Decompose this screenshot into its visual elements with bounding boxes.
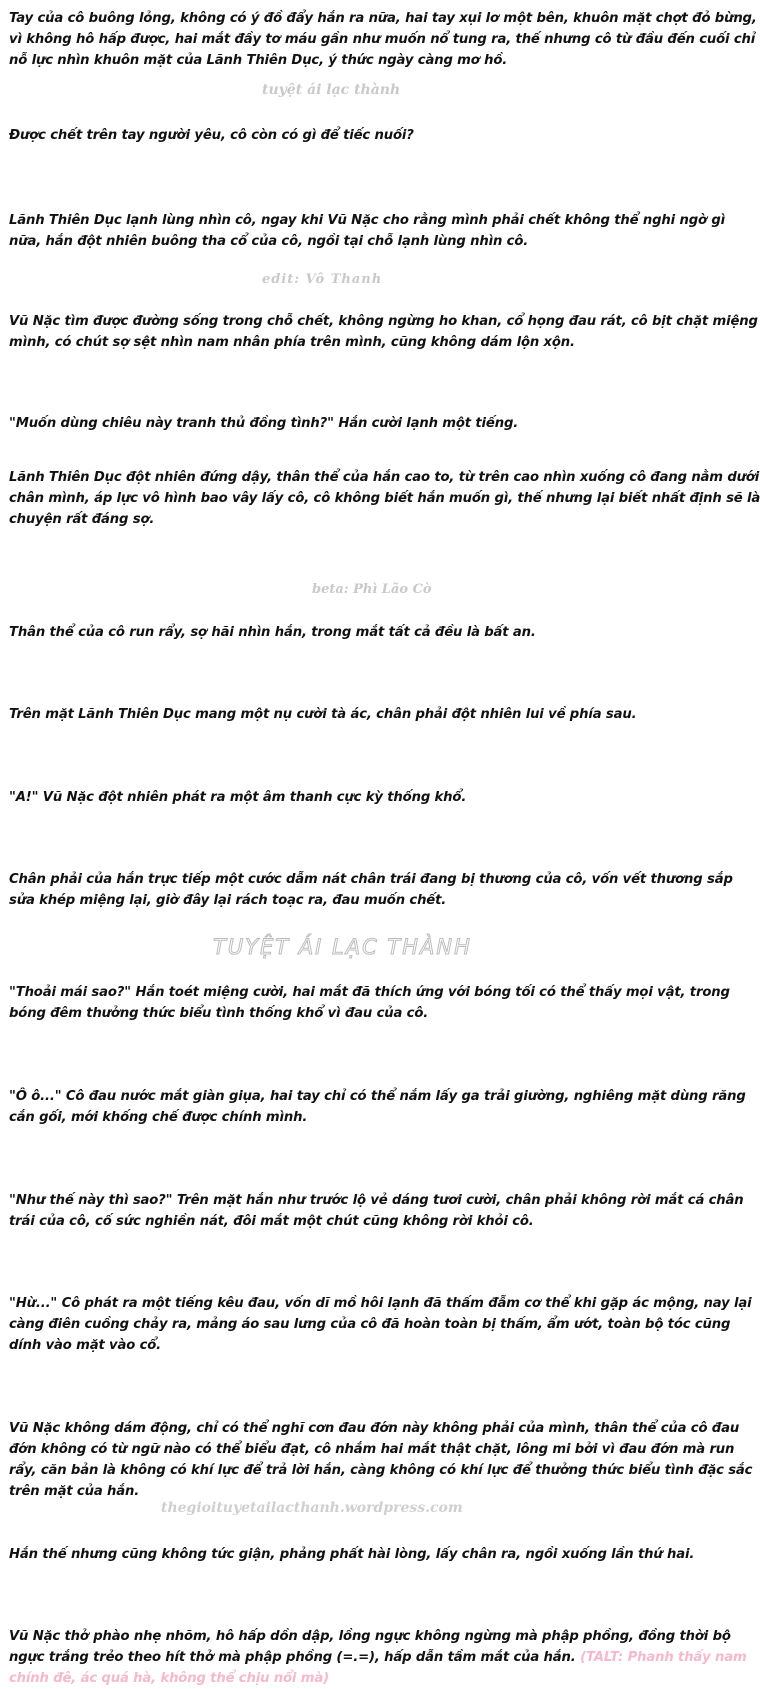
paragraph-7: Thân thể của cô run rẩy, sợ hãi nhìn hắn, trong mắt tất cả đều là bất an. <box>9 625 536 640</box>
watermark-title-outline: TUYỆT ÁI LẠC THÀNH <box>213 935 472 959</box>
paragraph-17-text: Vũ Nặc thở phào nhẹ nhõm, hô hấp dồn dập, lồng ngực không ngừng mà phập phồng, đồng thời bộ ngực trắng trẻo theo hít thở mà phập phồng (=.=), hấp dẫn tầm mắt của hắn. <box>9 1629 731 1665</box>
paragraph-6: Lãnh Thiên Dục đột nhiên đứng dậy, thân thể của hắn cao to, từ trên cao nhìn xuống cô đang nằm dưới chân mình, áp lực vô hình bao vây lấy cô, cô không biết hắn muốn gì, thế nhưng lại biết nhất định sẽ là chuyện rất đáng sợ. <box>9 470 761 527</box>
watermark-editor: edit: Vô Thanh <box>262 272 383 287</box>
paragraph-9: "A!" Vũ Nặc đột nhiên phát ra một âm thanh cực kỳ thống khổ. <box>9 790 467 805</box>
paragraph-13: "Như thế này thì sao?" Trên mặt hắn như trước lộ vẻ dáng tươi cười, chân phải không rời mắt cá chân trái của cô, cố sức nghiền nát, đôi mắt một chút cũng không rời khỏi cô. <box>9 1193 744 1229</box>
paragraph-8: Trên mặt Lãnh Thiên Dục mang một nụ cười tà ác, chân phải đột nhiên lui về phía sau. <box>9 707 637 722</box>
paragraph-5: "Muốn dùng chiêu này tranh thủ đồng tình?" Hắn cười lạnh một tiếng. <box>9 416 519 431</box>
paragraph-2: Được chết trên tay người yêu, cô còn có gì để tiếc nuối? <box>9 128 414 143</box>
paragraph-16: Hắn thế nhưng cũng không tức giận, phảng phất hài lòng, lấy chân ra, ngồi xuống lần thứ hai. <box>9 1547 695 1562</box>
paragraph-15: Vũ Nặc không dám động, chỉ có thể nghĩ cơn đau đớn này không phải của mình, thân thể của cô đau đớn không có từ ngữ nào có thể biểu đạt, cô nhắm hai mắt thật chặt, lông mi bởi vì đau đớn mà run rẩy, căn bản là không có khí lực để trả lời hắn, càng không có khí lực để thưởng thức biểu tình đặc sắc trên mặt của hắn. <box>9 1421 753 1499</box>
paragraph-1: Tay của cô buông lỏng, không có ý đồ đẩy hắn ra nữa, hai tay xụi lơ một bên, khuôn mặt chợt đỏ bừng, vì không hô hấp được, hai mắt đầy tơ máu gần như muốn nổ tung ra, thế nhưng cô từ đầu đến cuối chỉ nỗ lực nhìn khuôn mặt của Lãnh Thiên Dục, ý thức ngày càng mơ hồ. <box>9 11 757 68</box>
watermark-beta: beta: Phì Lão Cò <box>312 582 432 597</box>
translator-note: (TALT: Phanh thấy nam chính đê, ác quá hà, không thể chịu nổi mà) <box>9 1650 747 1686</box>
paragraph-12: "Ô ô..." Cô đau nước mắt giàn giụa, hai tay chỉ có thể nắm lấy ga trải giường, nghiêng mặt dùng răng cắn gối, mới khống chế được chính mình. <box>9 1089 746 1125</box>
paragraph-4: Vũ Nặc tìm được đường sống trong chỗ chết, không ngừng ho khan, cổ họng đau rát, cô bịt chặt miệng mình, có chút sợ sệt nhìn nam nhân phía trên mình, cũng không dám lộn xộn. <box>9 314 758 350</box>
paragraph-3: Lãnh Thiên Dục lạnh lùng nhìn cô, ngay khi Vũ Nặc cho rằng mình phải chết không thể nghi ngờ gì nữa, hắn đột nhiên buông tha cổ của cô, ngồi tại chỗ lạnh lùng nhìn cô. <box>9 213 725 249</box>
paragraph-11: "Thoải mái sao?" Hắn toét miệng cười, hai mắt đã thích ứng với bóng tối có thể thấy mọi vật, trong bóng đêm thưởng thức biểu tình thống khổ vì đau của cô. <box>9 985 730 1021</box>
paragraph-14: "Hừ..." Cô phát ra một tiếng kêu đau, vốn dĩ mồ hôi lạnh đã thấm đẫm cơ thể khi gặp ác mộng, nay lại càng điên cuồng chảy ra, mảng áo sau lưng của cô đã hoàn toàn bị thấm, ẩm ướt, toàn bộ tóc cũng dính vào mặt vào cổ. <box>9 1296 752 1353</box>
paragraph-17 <box>9 1626 761 1689</box>
paragraph-10: Chân phải của hắn trực tiếp một cước dẫm nát chân trái đang bị thương của cô, vốn vết thương sắp sửa khép miệng lại, giờ đây lại rách toạc ra, đau muốn chết. <box>9 872 733 908</box>
watermark-website: thegioituyetailacthanh.wordpress.com <box>161 1500 463 1516</box>
watermark-tuyet-ai-lac-thanh: tuyệt ái lạc thành <box>262 82 401 98</box>
